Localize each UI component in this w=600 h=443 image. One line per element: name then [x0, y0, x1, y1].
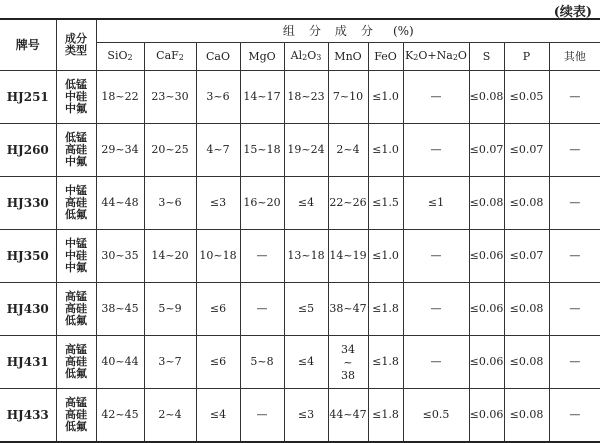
row-type: 高锰 高硅 低氟	[56, 336, 96, 389]
header-mgo: MgO	[240, 43, 284, 71]
cell-s: ≤0.06	[469, 336, 504, 389]
row-brand: HJ260	[0, 124, 56, 177]
cell-s: ≤0.06	[469, 283, 504, 336]
cell-caf2: 3~6	[144, 177, 196, 230]
cell-al2o3: 13~18	[284, 230, 328, 283]
cell-p: ≤0.07	[504, 230, 549, 283]
cell-mgo: —	[240, 389, 284, 442]
table-row	[0, 230, 600, 283]
cell-other: —	[549, 124, 600, 177]
cell-other: —	[549, 71, 600, 124]
header-mno: MnO	[328, 43, 368, 71]
row-type: 中锰 中硅 中氟	[56, 230, 96, 283]
header-p: P	[504, 43, 549, 71]
cell-caf2: 14~20	[144, 230, 196, 283]
cell-k2o-na2o: —	[403, 336, 469, 389]
cell-cao: 3~6	[196, 71, 240, 124]
cell-feo: ≤1.0	[368, 124, 403, 177]
cell-p: ≤0.07	[504, 124, 549, 177]
table-row	[0, 71, 600, 124]
cell-s: ≤0.08	[469, 71, 504, 124]
cell-k2o-na2o: ≤0.5	[403, 389, 469, 442]
cell-sio2: 29~34	[96, 124, 144, 177]
cell-mno: 22~26	[328, 177, 368, 230]
cell-k2o-na2o: ≤1	[403, 177, 469, 230]
table-row	[0, 336, 600, 389]
cell-feo: ≤1.0	[368, 71, 403, 124]
cell-p: ≤0.08	[504, 177, 549, 230]
row-brand: HJ431	[0, 336, 56, 389]
cell-cao: ≤3	[196, 177, 240, 230]
cell-mno: 2~4	[328, 124, 368, 177]
cell-mgo: 15~18	[240, 124, 284, 177]
header-sio2: SiO$_2$	[96, 43, 144, 71]
row-brand: HJ433	[0, 389, 56, 442]
cell-mgo: —	[240, 230, 284, 283]
cell-s: ≤0.08	[469, 177, 504, 230]
flux-composition-table	[0, 18, 600, 443]
cell-sio2: 44~48	[96, 177, 144, 230]
cell-caf2: 20~25	[144, 124, 196, 177]
row-brand: HJ330	[0, 177, 56, 230]
cell-sio2: 38~45	[96, 283, 144, 336]
cell-feo: ≤1.0	[368, 230, 403, 283]
cell-p: ≤0.08	[504, 389, 549, 442]
cell-feo: ≤1.8	[368, 336, 403, 389]
row-type: 低锰 中硅 中氟	[56, 71, 96, 124]
cell-k2o-na2o: —	[403, 124, 469, 177]
cell-cao: ≤4	[196, 389, 240, 442]
row-type: 低锰 高硅 中氟	[56, 124, 96, 177]
header-cao: CaO	[196, 43, 240, 71]
cell-p: ≤0.08	[504, 283, 549, 336]
cell-caf2: 5~9	[144, 283, 196, 336]
table-row	[0, 177, 600, 230]
cell-k2o-na2o: —	[403, 230, 469, 283]
cell-caf2: 2~4	[144, 389, 196, 442]
table-row	[0, 283, 600, 336]
cell-s: ≤0.07	[469, 124, 504, 177]
table-row	[0, 389, 600, 442]
cell-cao: 10~18	[196, 230, 240, 283]
cell-s: ≤0.06	[469, 230, 504, 283]
cell-al2o3: ≤5	[284, 283, 328, 336]
cell-al2o3: 19~24	[284, 124, 328, 177]
cell-p: ≤0.08	[504, 336, 549, 389]
cell-al2o3: ≤4	[284, 177, 328, 230]
cell-mno: 34 ~ 38	[328, 336, 368, 389]
cell-al2o3: ≤3	[284, 389, 328, 442]
cell-mno: 38~47	[328, 283, 368, 336]
row-type: 中锰 高硅 低氟	[56, 177, 96, 230]
header-caf2: CaF$_2$	[144, 43, 196, 71]
cell-feo: ≤1.5	[368, 177, 403, 230]
cell-sio2: 40~44	[96, 336, 144, 389]
cell-sio2: 42~45	[96, 389, 144, 442]
cell-other: —	[549, 336, 600, 389]
cell-caf2: 23~30	[144, 71, 196, 124]
header-other: 其他	[549, 43, 600, 71]
cell-k2o-na2o: —	[403, 71, 469, 124]
cell-other: —	[549, 389, 600, 442]
header-k2o-na2o: $K_2O+Na_2O$	[403, 43, 469, 71]
header-s: S	[469, 43, 504, 71]
cell-feo: ≤1.8	[368, 283, 403, 336]
cell-mno: 44~47	[328, 389, 368, 442]
header-feo: FeO	[368, 43, 403, 71]
row-type: 高锰 高硅 低氟	[56, 283, 96, 336]
cell-mgo: 5~8	[240, 336, 284, 389]
cell-mgo: —	[240, 283, 284, 336]
row-brand: HJ430	[0, 283, 56, 336]
header-brand: 牌号	[0, 19, 56, 71]
cell-s: ≤0.06	[469, 389, 504, 442]
header-group: 组分成分 (%)	[96, 19, 600, 43]
cell-al2o3: ≤4	[284, 336, 328, 389]
cell-cao: ≤6	[196, 283, 240, 336]
row-type: 高锰 高硅 低氟	[56, 389, 96, 442]
cell-k2o-na2o: —	[403, 283, 469, 336]
header-al2o3: $Al_2O_3$	[284, 43, 328, 71]
cell-mno: 14~19	[328, 230, 368, 283]
cell-al2o3: 18~23	[284, 71, 328, 124]
cell-p: ≤0.05	[504, 71, 549, 124]
cell-other: —	[549, 177, 600, 230]
cell-other: —	[549, 283, 600, 336]
continued-label: (续表)	[553, 5, 592, 20]
row-brand: HJ350	[0, 230, 56, 283]
cell-caf2: 3~7	[144, 336, 196, 389]
table-row	[0, 124, 600, 177]
cell-mgo: 14~17	[240, 71, 284, 124]
cell-feo: ≤1.8	[368, 389, 403, 442]
cell-sio2: 30~35	[96, 230, 144, 283]
cell-other: —	[549, 230, 600, 283]
cell-mgo: 16~20	[240, 177, 284, 230]
cell-mno: 7~10	[328, 71, 368, 124]
cell-cao: 4~7	[196, 124, 240, 177]
cell-sio2: 18~22	[96, 71, 144, 124]
cell-cao: ≤6	[196, 336, 240, 389]
row-brand: HJ251	[0, 71, 56, 124]
header-type: 成分 类型	[56, 19, 96, 71]
